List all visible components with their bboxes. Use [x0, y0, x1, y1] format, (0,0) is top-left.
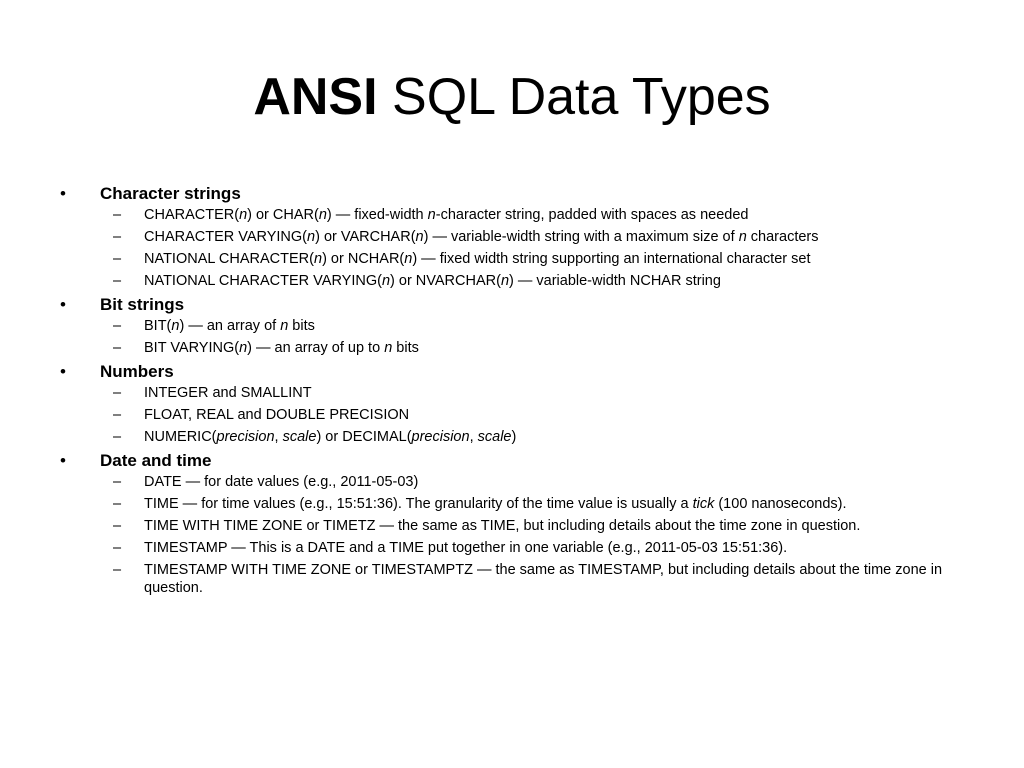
text-run: CHARACTER VARYING(: [144, 229, 308, 245]
italic-term: n: [239, 340, 248, 356]
dash-marker: –: [113, 207, 122, 223]
text-run: DATE — for date values (e.g., 2011-05-03): [144, 474, 419, 490]
sub-item: [60, 384, 965, 402]
sub-item: [60, 272, 965, 290]
dash-marker: –: [113, 540, 122, 556]
text-run: ) or NCHAR(: [322, 251, 405, 267]
text-run: ) or DECIMAL(: [316, 429, 412, 445]
title-rest: SQL Data Types: [377, 68, 771, 126]
bullet-marker: •: [60, 184, 66, 203]
sub-item: [60, 317, 965, 335]
text-run: ) or VARCHAR(: [315, 229, 416, 245]
dash-marker: –: [113, 518, 122, 534]
text-run: BIT(: [144, 318, 172, 334]
dash-marker: –: [113, 474, 122, 490]
sub-item: [60, 517, 965, 535]
text-run: TIME — for time values (e.g., 15:51:36). The granularity of the time value is usually a: [144, 496, 693, 512]
text-run: NUMERIC(: [144, 429, 217, 445]
italic-term: n: [314, 251, 323, 267]
sub-item-text: [144, 496, 847, 512]
bullet-marker: •: [60, 362, 66, 381]
dash-marker: –: [113, 251, 122, 267]
sub-item-text: [144, 229, 819, 245]
italic-term: precision: [216, 429, 275, 445]
sub-item-text: [144, 340, 419, 356]
sub-item-text: [144, 540, 787, 556]
sub-item: [60, 406, 965, 424]
text-run: INTEGER and SMALLINT: [144, 385, 312, 401]
text-run: NATIONAL CHARACTER(: [144, 251, 314, 267]
text-run: TIME WITH TIME ZONE or TIMETZ — the same as TIME, but including details about the time zone in question.: [144, 518, 861, 534]
slide-title: [0, 62, 1024, 132]
dash-marker: –: [113, 385, 122, 401]
section-heading: [60, 294, 965, 316]
italic-term: precision: [411, 429, 470, 445]
dash-marker: –: [113, 496, 122, 512]
sub-item-text: [144, 407, 409, 423]
text-run: characters: [746, 229, 819, 245]
bullet-marker: •: [60, 295, 66, 314]
text-run: ) or CHAR(: [247, 207, 319, 223]
italic-term: n: [381, 273, 391, 289]
sub-item: [60, 428, 965, 446]
sub-item-text: [144, 429, 516, 445]
text-run: ) — an array of up to: [247, 340, 385, 356]
section-heading-text: Bit strings: [100, 295, 185, 314]
dash-marker: –: [113, 273, 122, 289]
dash-marker: –: [113, 562, 122, 578]
italic-term: n: [404, 251, 413, 267]
sub-item: [60, 561, 965, 597]
italic-term: n: [384, 340, 393, 356]
sub-item: [60, 228, 965, 246]
section-heading-text: Numbers: [100, 362, 174, 381]
dash-marker: –: [113, 407, 122, 423]
italic-term: n: [738, 229, 747, 245]
section-heading: [60, 361, 965, 383]
sub-item: [60, 539, 965, 557]
sub-item-text: [144, 273, 721, 289]
italic-term: n: [427, 207, 436, 223]
section-heading: [60, 450, 965, 472]
text-run: BIT VARYING(: [144, 340, 240, 356]
sub-item: [60, 250, 965, 268]
sub-item-text: [144, 207, 748, 223]
sub-item-text: [144, 562, 942, 596]
italic-term: tick: [692, 496, 715, 512]
italic-term: n: [239, 207, 248, 223]
italic-term: scale: [477, 429, 512, 445]
text-run: bits: [392, 340, 419, 356]
sub-item-text: [144, 318, 315, 334]
italic-term: n: [318, 207, 327, 223]
text-run: ) — variable-width string with a maximum size of: [423, 229, 739, 245]
italic-term: n: [500, 273, 510, 289]
text-run: ) — fixed-width: [326, 207, 428, 223]
sub-item: [60, 339, 965, 357]
text-run: FLOAT, REAL and DOUBLE PRECISION: [144, 407, 410, 423]
text-run: ): [511, 429, 517, 445]
italic-term: n: [171, 318, 180, 334]
bullet-list: [60, 182, 965, 601]
italic-term: n: [415, 229, 424, 245]
text-run: ) — fixed width string supporting an international character set: [412, 251, 811, 267]
sub-item-text: [144, 251, 810, 267]
text-run: -character string, padded with spaces as needed: [435, 207, 749, 223]
dash-marker: –: [113, 429, 122, 445]
sub-item: [60, 473, 965, 491]
text-run: (100 nanoseconds).: [714, 496, 847, 512]
text-run: ) — an array of: [179, 318, 281, 334]
text-run: NATIONAL CHARACTER VARYING(: [144, 273, 382, 289]
italic-term: scale: [282, 429, 317, 445]
text-run: ,: [469, 429, 478, 445]
text-run: CHARACTER(: [144, 207, 240, 223]
section-heading: [60, 183, 965, 205]
title-bold-part: ANSI: [253, 68, 378, 126]
text-run: bits: [288, 318, 315, 334]
sub-item-text: [144, 518, 860, 534]
sub-item-text: [144, 474, 418, 490]
sub-item-text: [144, 385, 312, 401]
text-run: ) — variable-width NCHAR string: [509, 273, 721, 289]
text-run: ) or NVARCHAR(: [390, 273, 501, 289]
section-heading-text: Character strings: [100, 184, 241, 203]
bullet-marker: •: [60, 451, 66, 470]
sub-item: [60, 495, 965, 513]
dash-marker: –: [113, 229, 122, 245]
dash-marker: –: [113, 340, 122, 356]
text-run: TIMESTAMP WITH TIME ZONE or TIMESTAMPTZ — the same as TIMESTAMP, but including details about the time zone in question.: [144, 562, 943, 596]
section-heading-text: Date and time: [100, 451, 212, 470]
text-run: ,: [274, 429, 283, 445]
text-run: TIMESTAMP — This is a DATE and a TIME put together in one variable (e.g., 2011-05-03 15:51:36).: [144, 540, 788, 556]
italic-term: n: [280, 318, 289, 334]
italic-term: n: [307, 229, 316, 245]
sub-item: [60, 206, 965, 224]
dash-marker: –: [113, 318, 122, 334]
